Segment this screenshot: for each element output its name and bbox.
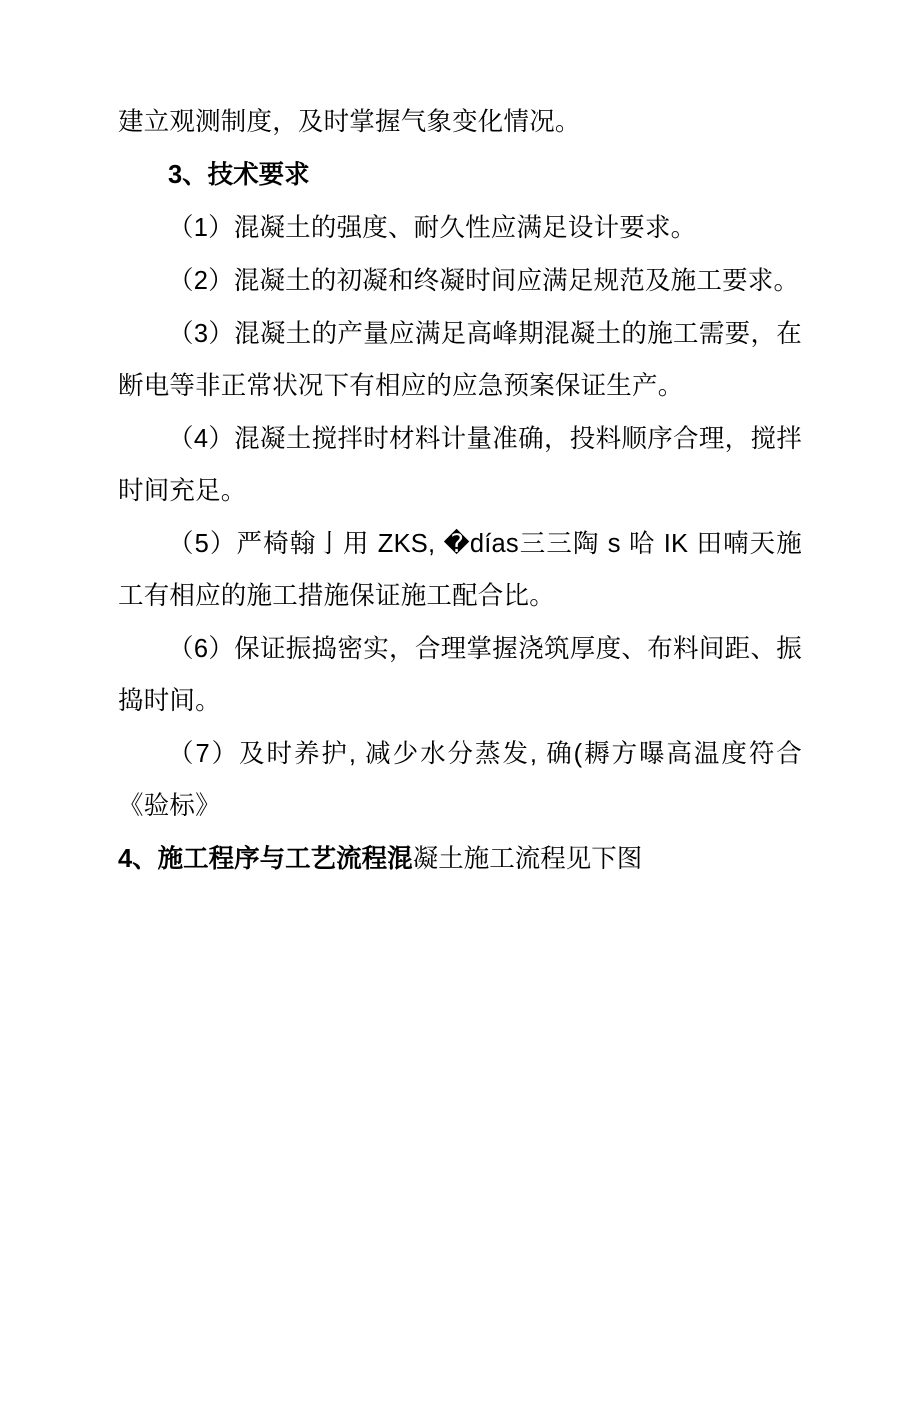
paragraph-item-2: （2）混凝土的初凝和终凝时间应满足规范及施工要求。 <box>168 267 800 295</box>
paragraph-item-7: （7）及时养护, 减少水分蒸发, 确(耨方曝高温度符合《验标》 <box>118 740 802 820</box>
heading-construction-procedure-normal: 凝土施工流程见下图 <box>412 845 643 873</box>
paragraph-item-5: （5）严椅翰亅用 ZKS, �días三三陶 s 哈 IK 田喃天施工有相应的施工措施保证施工配合比。 <box>118 530 802 610</box>
paragraph-item-6: （6）保证振捣密实，合理掌握浇筑厚度、布料间距、振捣时间。 <box>118 635 802 715</box>
paragraph-item-1: （1）混凝土的强度、耐久性应满足设计要求。 <box>168 214 697 242</box>
blank-page-area <box>118 885 802 1405</box>
paragraph-observation-system: 建立观测制度，及时掌握气象变化情况。 <box>118 108 581 136</box>
paragraph-item-4: （4）混凝土搅拌时材料计量准确，投料顺序合理，搅拌时间充足。 <box>118 425 802 505</box>
heading-construction-procedure-bold: 4、施工程序与工艺流程混 <box>118 845 413 873</box>
heading-technical-requirements: 3、技术要求 <box>168 161 310 189</box>
paragraph-item-3: （3）混凝土的产量应满足高峰期混凝土的施工需要，在断电等非正常状况下有相应的应急预案保证生产。 <box>118 320 802 400</box>
document-body <box>118 96 802 1405</box>
heading-construction-procedure <box>118 833 802 885</box>
